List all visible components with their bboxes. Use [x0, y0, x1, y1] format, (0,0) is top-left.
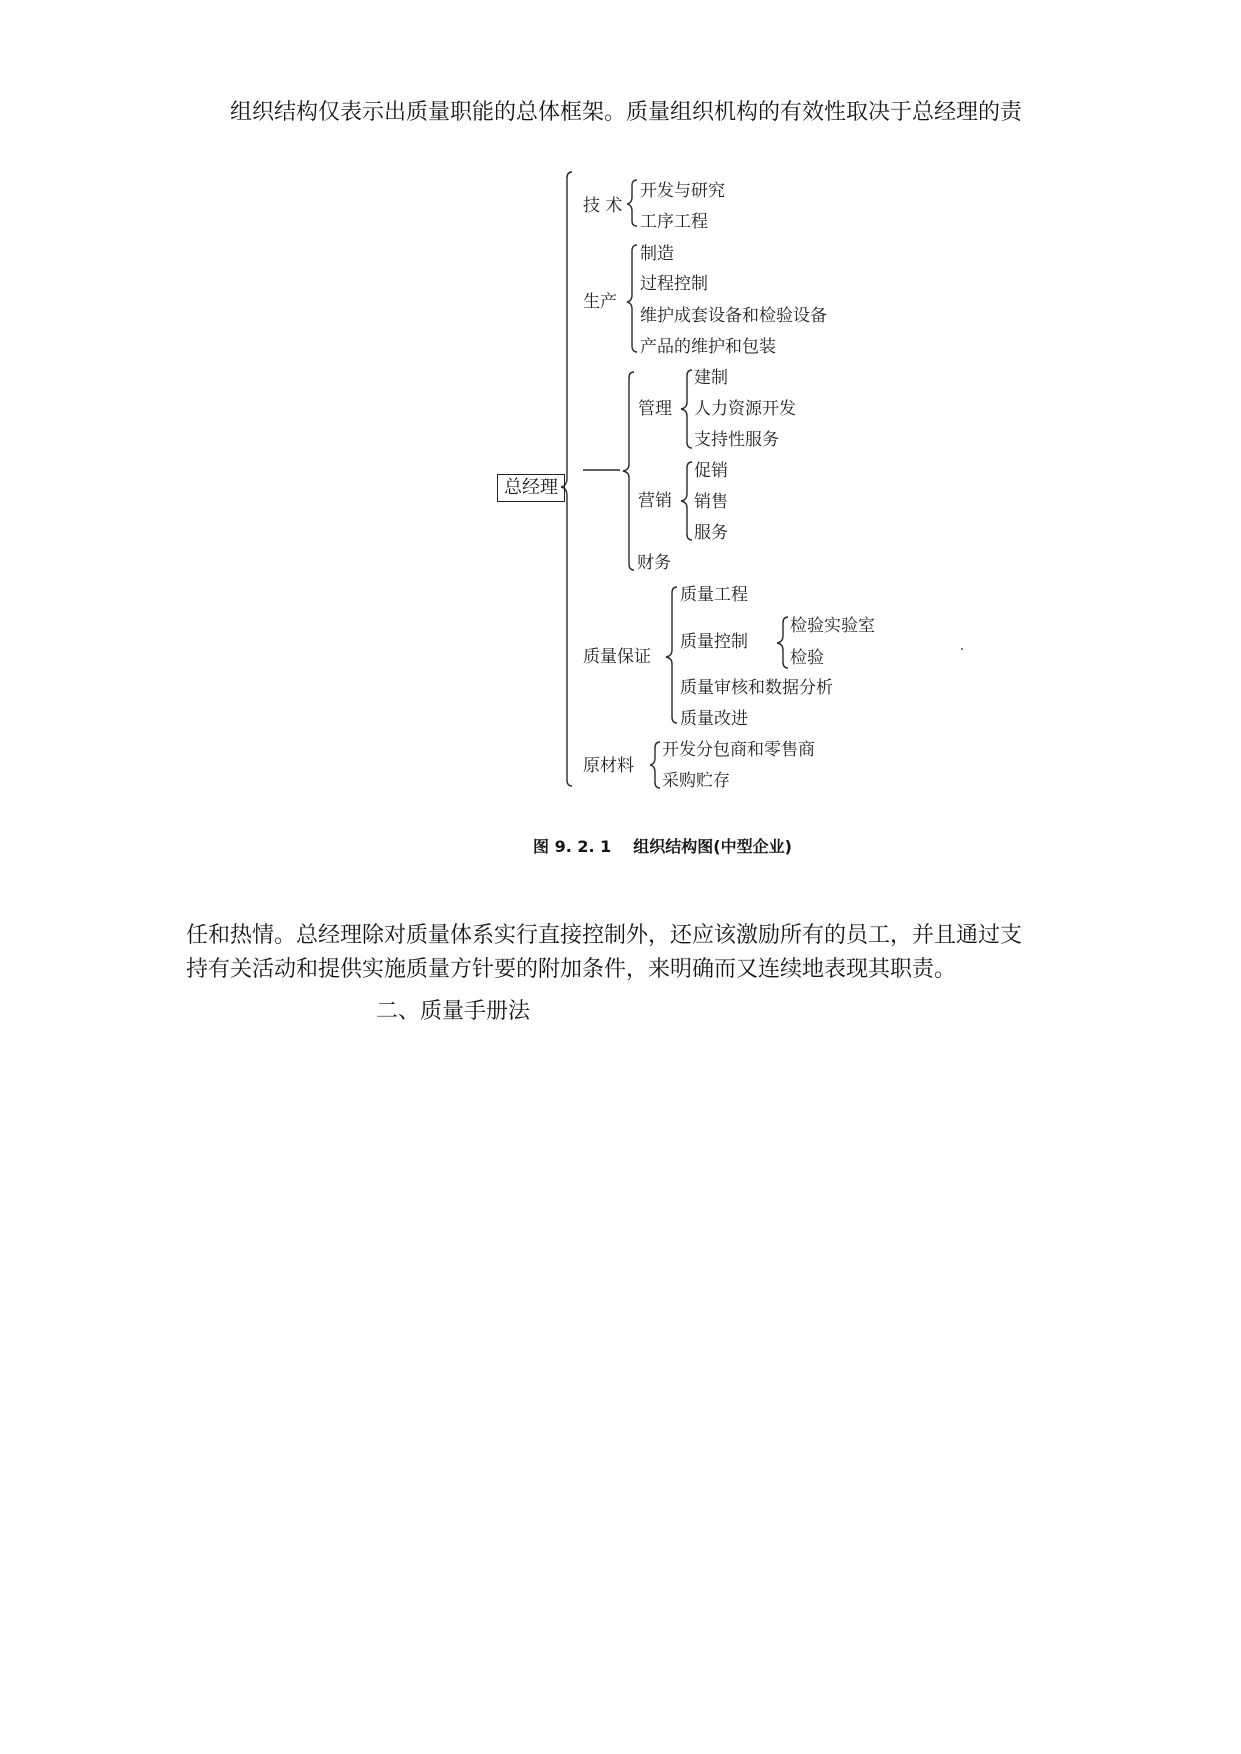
figure-caption-title: 组织结构图(中型企业) [633, 837, 792, 856]
node-marketing-item: 销售 [694, 492, 728, 512]
node-production-item: 制造 [640, 244, 674, 264]
scan-speck [961, 648, 963, 650]
node-materials-item: 采购贮存 [662, 771, 730, 791]
org-chart-brackets [0, 0, 1241, 820]
section-heading: 二、质量手册法 [376, 999, 531, 1024]
qc-brace [777, 617, 788, 668]
node-qa-item: 质量工程 [680, 585, 748, 605]
node-marketing-item: 促销 [694, 461, 728, 481]
node-production-item: 维护成套设备和检验设备 [640, 306, 827, 326]
node-qa-item: 质量审核和数据分析 [680, 678, 833, 698]
figure-caption-number: 图 9. 2. 1 [533, 837, 612, 856]
paragraph-1: 组织结构仅表示出质量职能的总体框架。质量组织机构的有效性取决于总经理的责 [230, 100, 1023, 125]
node-materials: 原材料 [583, 756, 634, 776]
node-tech-item: 工序工程 [640, 212, 708, 232]
marketing-brace [681, 462, 692, 540]
node-management-item: 人力资源开发 [694, 399, 796, 419]
node-management-item: 支持性服务 [694, 430, 779, 450]
tech-brace [627, 180, 637, 226]
node-finance: 财务 [637, 553, 671, 573]
qa-brace [666, 587, 677, 723]
node-qa-item: 质量改进 [680, 709, 748, 729]
root-node-general-manager: 总经理 [497, 474, 565, 502]
node-marketing: 营销 [638, 491, 672, 511]
node-tech: 技 术 [583, 196, 623, 216]
node-production: 生产 [583, 292, 617, 312]
paragraph-2-line-2: 持有关活动和提供实施质量方针要的附加条件，来明确而又连续地表现其职责。 [186, 957, 957, 982]
node-management: 管理 [638, 399, 672, 419]
materials-brace [650, 742, 660, 788]
node-marketing-item: 服务 [694, 523, 728, 543]
paragraph-2-line-1: 任和热情。总经理除对质量体系实行直接控制外，还应该激励所有的员工，并且通过支 [186, 923, 1023, 948]
node-qc-item: 检验实验室 [790, 616, 875, 636]
node-qc-item: 检验 [790, 648, 824, 668]
node-management-item: 建制 [694, 368, 728, 388]
node-production-item: 产品的维护和包装 [640, 337, 776, 357]
node-quality-control: 质量控制 [680, 632, 748, 652]
production-brace [627, 245, 637, 352]
figure-caption [533, 834, 792, 857]
node-production-item: 过程控制 [640, 274, 708, 294]
sub-brace [623, 372, 634, 570]
node-tech-item: 开发与研究 [640, 181, 725, 201]
node-materials-item: 开发分包商和零售商 [662, 740, 815, 760]
node-quality-assurance: 质量保证 [583, 647, 651, 667]
management-brace [681, 370, 692, 448]
